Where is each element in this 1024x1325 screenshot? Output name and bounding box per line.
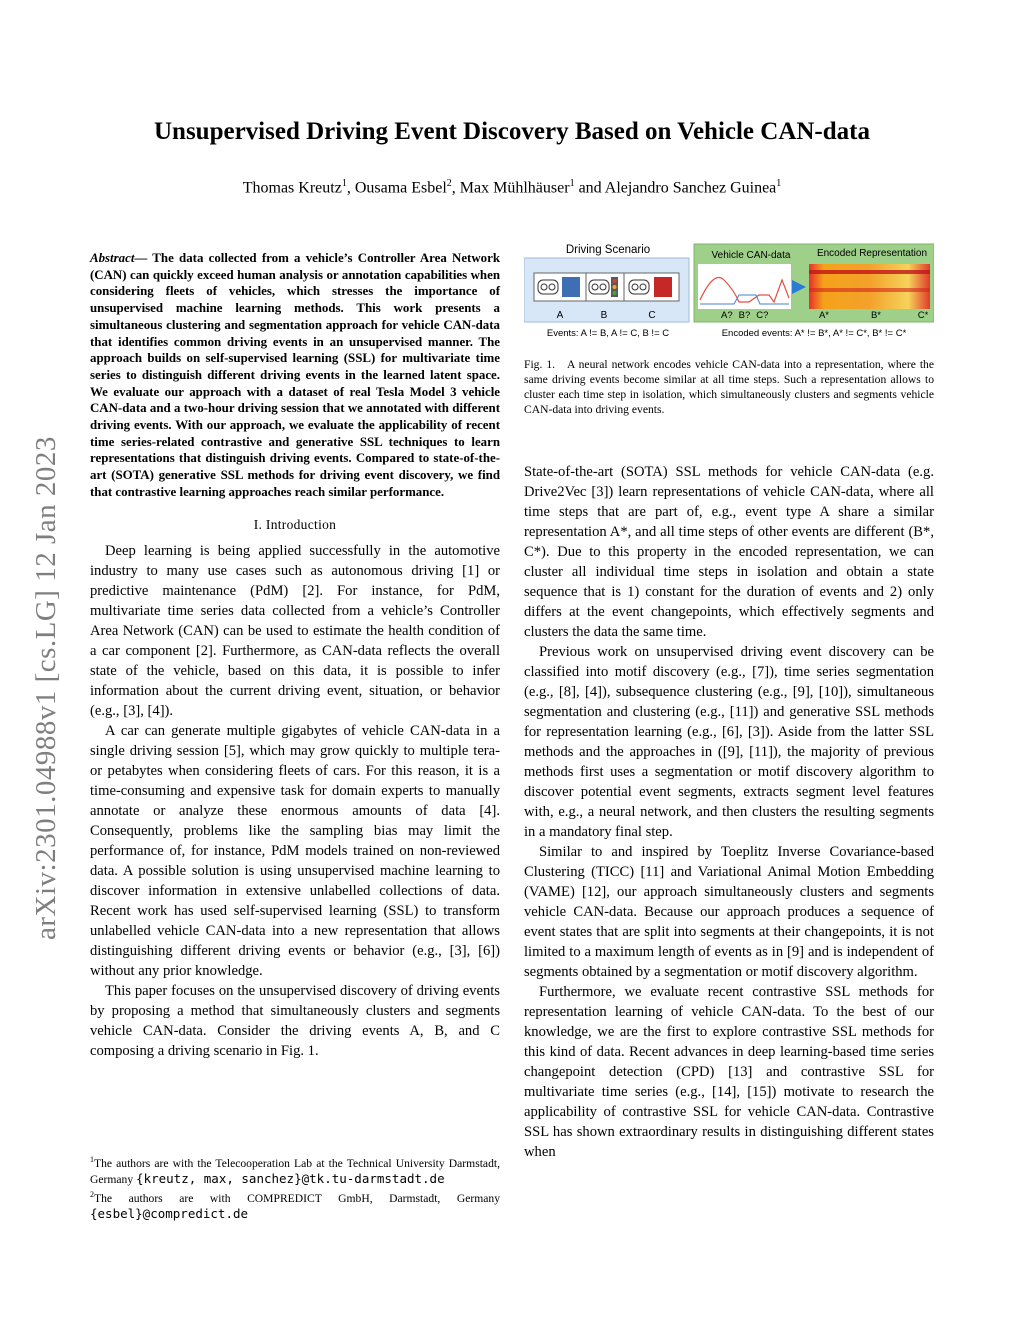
right-column <box>524 462 934 1162</box>
email[interactable]: {kreutz, max, sanchez}@tk.tu-darmstadt.de <box>136 1170 445 1186</box>
figure-1 <box>524 240 934 350</box>
scenario-title: Driving Scenario <box>565 244 651 256</box>
section-heading: I. Introduction <box>253 516 337 532</box>
paragraph: Previous work on unsupervised driving event discovery can be classified into motif discovery (e.g., [7]), time series segmentation (e.g., [8], [4]), subsequence clustering (e.g., [9], [10]), simultaneous segmentation and clustering (e.g., [11]) and generative SSL methods for representation learning (e.g., [6], [3]). Aside from the latter SSL methods and the approaches in ([9], [11]), the majority of previous methods first uses a segmentation or motif discovery algorithm to discover potential event segments, extracts segment level features with, e.g., a neural network, and then clusters the resulting segments in a mandatory final step. <box>524 644 934 840</box>
encoded-label-c: C* <box>917 310 929 321</box>
figure-graphic <box>524 240 934 350</box>
figure-caption <box>524 357 934 417</box>
author: Alejandro Sanchez Guinea <box>604 179 777 197</box>
email[interactable]: {esbel}@compredict.de <box>90 1205 249 1221</box>
event-c-box <box>654 277 672 297</box>
label-a: A <box>556 310 564 321</box>
left-column <box>90 250 500 1061</box>
caption-label: Fig. 1. <box>524 358 556 371</box>
paragraph: A car can generate multiple gigabytes of vehicle CAN-data in a single driving session [5], which may grow quickly to multiple tera- or petabytes when considering fleets of cars. For this reason, it is a time-consuming and expensive task for domain experts to manually annotate or analyze these enormous amounts of data [4]. Consequently, problems like the sampling bias may limit the performance of, for instance, PdM models trained on non-reviewed data. A possible solution is using unsupervised machine learning to discover information in extensive unlabelled collections of data. Recent work has used self-supervised learning (SSL) to transform unlabelled vehicle CAN-data into a new representation that allows distinguishing different driving events or behavior (e.g., [3], [6]) without any prior knowledge. <box>90 722 500 979</box>
label-b: B <box>600 310 608 321</box>
paragraph: Similar to and inspired by Toeplitz Inverse Covariance-based Clustering (TICC) [11] and Variational Animal Motion Embedding (VAME) [12], our approach simultaneously clusters and segments vehicle CAN-data. Because our approach produces a sequence of event states that are split into segments at their changepoints, it is not limited to a maximum length of events as in [9] and is independent of segments obtained by a segmentation or motif discovery algorithm. <box>524 844 934 980</box>
paragraph: State-of-the-art (SOTA) SSL methods for vehicle CAN-data (e.g. Drive2Vec [3]) learn representations of vehicle CAN-data, where all time steps that are part of, e.g., event type A share a similar representation A*, and all time steps of other events are different (B*, C*). Due to this property in the encoded representation, we can cluster all individual time steps in isolation and obtain a state sequence that is 1) constant for the duration of events and 2) only differs at the event changepoints, which effectively segments and clusters the data the same time. <box>524 464 934 640</box>
can-labels: A? B? C? <box>721 310 769 321</box>
encoded-label-a: A* <box>818 310 830 321</box>
paragraph: Furthermore, we evaluate recent contrastive SSL methods for representation learning of vehicle CAN-data. To the best of our knowledge, we are the first to explore contrastive SSL methods for this kind of data. Recent advances in deep learning-based time series changepoint detection (CPD) [13] and contrastive SSL for multivariate time series (e.g., [14], [15]) motivate to research the applicability of contrastive SSL for vehicle CAN-data. Contrastive SSL has shown extraordinary results in distinguishing different states when <box>524 984 934 1160</box>
caption-text: A neural network encodes vehicle CAN-data into a representation, where the same driving events become similar at all time steps. Such a representation allows to cluster each time step in isolation, which simultaneously clusters and segments vehicle CAN-data into driving events. <box>524 358 934 416</box>
scenario-caption: Events: A != B, A != C, B != C <box>546 328 670 339</box>
abstract <box>90 250 500 501</box>
label-c: C <box>648 310 656 321</box>
can-title: Vehicle CAN-data <box>711 250 791 261</box>
footnote: $^2$The authors are with COMPREDICT GmbH, Darmstadt, Germany {esbel}@compredict.de <box>90 1189 500 1221</box>
paragraph: This paper focuses on the unsupervised discovery of driving events by proposing a method that simultaneously clusters and segments vehicle CAN-data. Consider the driving events A, B, and C composing a driving scenario in Fig. 1. <box>90 982 500 1059</box>
encoded-label-b: B* <box>870 310 882 321</box>
author-list: Thomas Kreutz$^1$, Ousama Esbel$^2$, Max Mühlhäuser$^1$ and Alejandro Sanchez Guinea$^1$ <box>242 178 782 197</box>
car-icon <box>589 280 609 294</box>
encoded-title: Encoded Representation <box>816 248 928 259</box>
abstract-label: Abstract <box>90 251 135 265</box>
car-icon <box>629 280 649 294</box>
arxiv-stamp: arXiv:2301.04988v1 [cs.LG] 12 Jan 2023 <box>30 436 62 940</box>
footnote: $^1$The authors are with the Telecooperation Lab at the Technical University Darmstadt, Germany {kreutz, max, sanchez}@tk.tu-darmstadt.de <box>90 1155 500 1186</box>
paragraph: Deep learning is being applied successfully in the automotive industry to many use cases such as autonomous driving [1] or predictive maintenance (PdM) [2]. For instance, for PdM, multivariate time series data collected from a vehicle’s Controller Area Network (CAN) can be used to estimate the health condition of a car component [2]. Furthermore, as CAN-data reflects the overall state of the vehicle, based on this data, it is possible to infer information about the current driving event, situation, or behavior (e.g., [3], [4]). <box>90 542 500 719</box>
paper-title: Unsupervised Driving Event Discovery Based on Vehicle CAN-data <box>154 118 870 145</box>
event-a-box <box>562 277 580 297</box>
abstract-text: — The data collected from a vehicle’s Controller Area Network (CAN) can quickly exceed human analysis or annotation capabilities when considering fleets of vehicles, which stresses the importance of unsupervised machine learning methods. This work presents a simultaneous clustering and segmentation approach for vehicle CAN-data that identifies common driving events in an unsupervised manner. The approach builds on self-supervised learning (SSL) for multivariate time series to distinguish different driving events in the learned latent space. We evaluate our approach with a dataset of real Tesla Model 3 vehicle CAN-data and a two-hour driving session that we annotated with different driving events. With our approach, we evaluate the applicability of recent time series-related contrastive and generative SSL techniques to learn representations that distinguish driving events. Compared to state-of-the-art (SOTA) generative SSL methods for driving event discovery, we find that contrastive learning approaches reach similar performance. <box>90 251 500 499</box>
author: Ousama Esbel <box>354 179 447 197</box>
footnotes <box>90 1152 500 1222</box>
encoded-caption: Encoded events: A* != B*, A* != C*, B* != C* <box>721 328 907 339</box>
author: Thomas Kreutz <box>242 179 342 197</box>
car-icon <box>538 280 558 294</box>
author: Max Mühlhäuser <box>459 179 570 197</box>
